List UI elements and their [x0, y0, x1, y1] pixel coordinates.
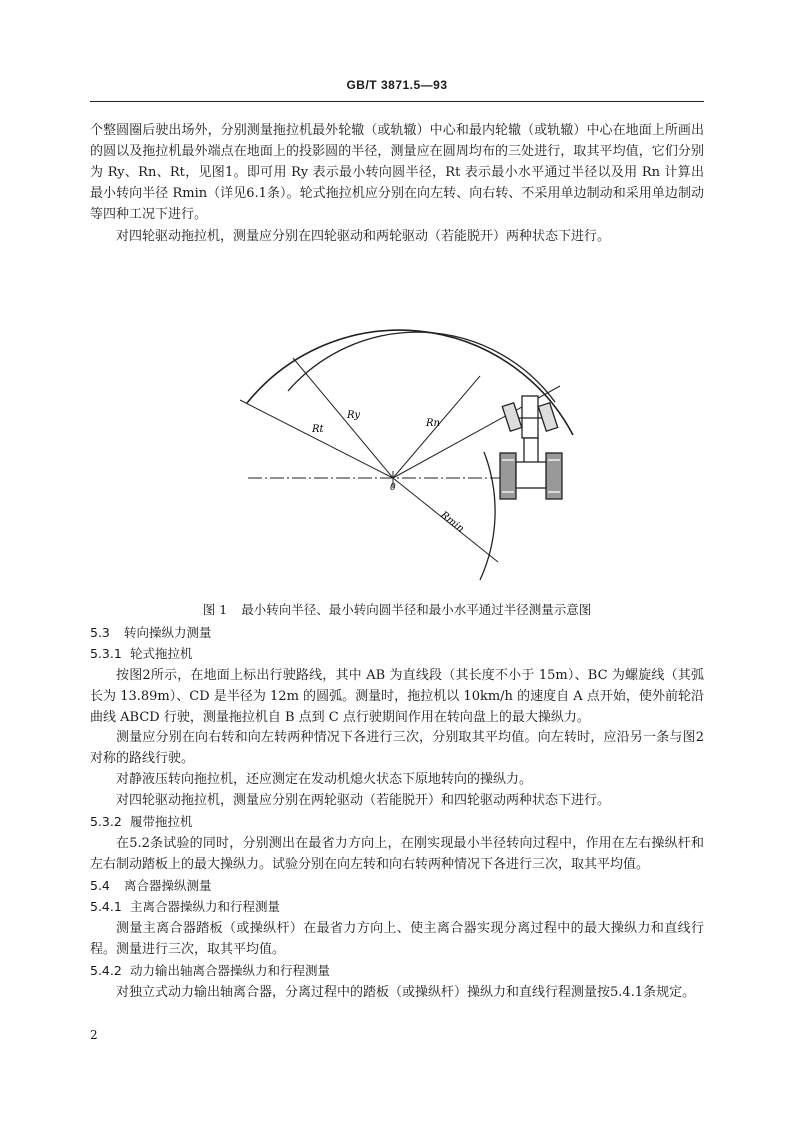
page-header: GB/T 3871.5—93 — [346, 78, 448, 92]
body-paragraph-7: 对独立式动力输出轴离合器，分离过程中的踏板（或操纵杆）操纵力和直线行程测量按5.4.1条规定。 — [116, 985, 696, 1000]
tractor-icon — [500, 396, 562, 499]
body-paragraph-3: 对静液压转向拖拉机，还应测定在发动机熄火状态下原地转向的操纵力。 — [116, 772, 533, 787]
section-title: 主离合器操纵力和行程测量 — [130, 899, 281, 914]
section-5-3-2 — [90, 812, 704, 832]
section-5-4 — [90, 876, 704, 896]
section-number: 5.4 — [90, 878, 110, 893]
section-title: 转向操纵力测量 — [124, 625, 212, 640]
section-5-3-1 — [90, 644, 704, 664]
label-rn: Rn — [426, 418, 440, 429]
section-number: 5.3.2 — [90, 814, 122, 829]
section-number: 5.3.1 — [90, 646, 122, 661]
body-paragraph-4: 对四轮驱动拖拉机，测量应分别在两轮驱动（若能脱开）和四轮驱动两种状态下进行。 — [116, 793, 611, 808]
body-paragraph-1: 按图2所示，在地面上标出行驶路线，其中 AB 为直线段（其长度不小于 15m）、BC 为螺旋线（其弧长为 13.89m）、CD 是半径为 12m 的圆弧。测量时，拖拉机以 10km/h 的速度自 A 点开始，使外前轮沿曲线 ABCD 行驶，测量拖拉机自 B 点到 C 点行驶期间作用在转向盘上的最大操纵力。 — [90, 668, 704, 725]
figure-number: 图 1 — [202, 602, 228, 617]
radius-line-ry — [293, 358, 393, 478]
section-title: 轮式拖拉机 — [130, 646, 193, 661]
section-number: 5.3 — [90, 625, 110, 640]
lower-arc — [480, 452, 495, 580]
radius-line-rt — [240, 400, 393, 478]
figure-1-diagram — [230, 268, 590, 588]
section-5-4-1 — [90, 897, 704, 917]
label-rmin: Rmin — [438, 509, 466, 535]
body-paragraph-2: 测量应分别在向右转和向左转两种情况下各进行三次，分别取其平均值。向左转时，应沿另一条与图2对称的路线行驶。 — [90, 730, 704, 766]
paragraph-2: 对四轮驱动拖拉机，测量应分别在四轮驱动和两轮驱动（若能脱开）两种状态下进行。 — [116, 229, 611, 244]
figure-caption — [0, 601, 794, 619]
section-number: 5.4.1 — [90, 899, 122, 914]
section-5-4-2 — [90, 961, 704, 981]
section-number: 5.4.2 — [90, 963, 122, 978]
section-title: 履带拖拉机 — [130, 814, 193, 829]
label-ry: Ry — [347, 410, 361, 421]
section-5-3 — [90, 623, 704, 643]
page-number: 2 — [90, 1028, 98, 1042]
label-rt: Rt — [312, 424, 324, 435]
section-title: 动力输出轴离合器操纵力和行程测量 — [130, 963, 331, 978]
label-center: 0 — [390, 483, 396, 493]
section-title: 离合器操纵测量 — [124, 878, 212, 893]
figure-1 — [230, 268, 590, 588]
header-rule — [90, 101, 704, 102]
paragraph-1: 个整圆圈后驶出场外，分别测量拖拉机最外轮辙（或轨辙）中心和最内轮辙（或轨辙）中心在地面上所画出的圆以及拖拉机最外端点在地面上的投影圆的半径，测量应在圆周均布的三处进行，取其平均值，它们分别为 Ry、Rn、Rt，见图1。即可用 Ry 表示最小转向圆半径，Rt 表示最小水平通过半径以及用 Rn 计算出最小转向半径 Rmin（详见6.1条）。轮式拖拉机应分别在向左转、向右转、不采用单边制动和采用单边制动等四种工况下进行。 — [90, 123, 704, 222]
figure-caption-text: 最小转向半径、最小转向圆半径和最小水平通过半径测量示意图 — [241, 602, 592, 617]
body-paragraph-6: 测量主离合器踏板（或操纵杆）在最省力方向上、使主离合器实现分离过程中的最大操纵力和直线行程。测量进行三次，取其平均值。 — [90, 921, 704, 957]
body-paragraph-5: 在5.2条试验的同时，分别测出在最省力方向上，在刚实现最小半径转向过程中，作用在左右操纵杆和左右制动踏板上的最大操纵力。试验分别在向左转和向右转两种情况下各进行三次，取其平均值。 — [90, 836, 704, 872]
